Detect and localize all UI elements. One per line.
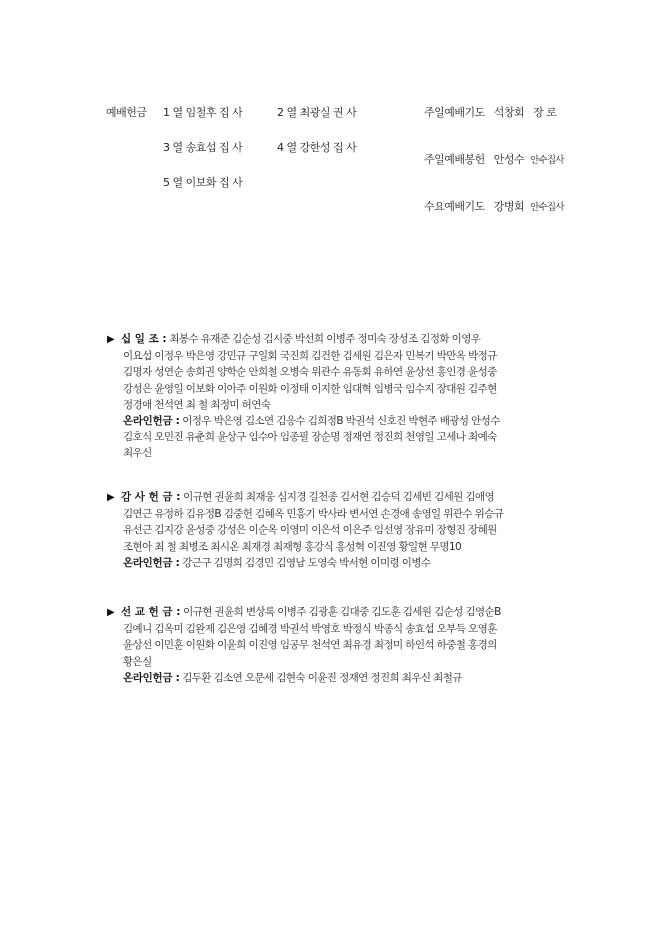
bullet-arrow-icon: ▶ (107, 334, 115, 345)
online-line-1 (107, 555, 577, 571)
missions-section (107, 604, 577, 686)
prayer-role-position: 안수집사 (530, 155, 564, 166)
online-label: 온라인헌금 : (123, 671, 180, 684)
online-line-1 (107, 670, 577, 686)
usher-row-2-col-1: 3 열 송효섭 집 사 (163, 141, 243, 154)
names-line: 김호식 오민진 유춘희 윤상구 임수아 임종필 장순명 정재연 정진희 천영일 고세나 최예숙 (123, 431, 497, 444)
names-text: 강근구 김명희 김경민 김영남 도영숙 박서현 이미령 이병수 (182, 556, 431, 569)
bullet-arrow-icon: ▶ (107, 607, 115, 618)
prayer-role-position: 장 로 (533, 106, 557, 119)
names-line: 강성은 윤영일 이보화 이아주 이원화 이정태 이지한 임대혁 임병국 임수지 장대원 김주현 (123, 382, 497, 395)
usher-row-2-col-2: 4 열 강한성 집 사 (277, 141, 357, 154)
prayer-role-title: 주일예배기도 (424, 106, 485, 119)
names-line: 이요섭 이정우 박은영 강민규 구일회 국진희 김건한 김세원 김은자 민복기 박만옥 박정규 (123, 350, 497, 363)
names-line: 윤상선 이민훈 이원화 이윤희 이진영 임공무 천석연 최유경 최정미 하인석 하중철 홍경의 (123, 639, 497, 652)
names-line: 최우신 (123, 447, 152, 460)
prayer-role-position: 안수집사 (530, 202, 564, 213)
tithe-label: 십 일 조 : (121, 333, 167, 345)
missions-label: 선 교 헌 금 : (121, 606, 181, 618)
prayer-role-2 (424, 151, 564, 167)
tithe-section (107, 331, 577, 462)
usher-row-3-col-1: 5 열 이보화 집 사 (163, 176, 243, 189)
names-text: 김두환 김소연 오문세 김현숙 이윤진 정재연 정진희 최우신 최철규 (182, 671, 462, 684)
prayer-role-name: 안성수 (493, 153, 525, 166)
prayer-role-1 (424, 104, 556, 120)
names-line: 정경애 천석연 최 철 최정미 허연숙 (123, 398, 271, 411)
names-line: 김연근 유정하 김유정B 김중헌 김혜옥 민흥기 박사라 변서연 손경애 송영일 위관수 위승규 (123, 508, 504, 521)
prayer-role-name: 강병회 (493, 200, 525, 213)
names-text: 이정우 박은영 김소연 김응수 김희정B 박권석 신호진 박현주 배광성 안성수 (182, 415, 500, 428)
prayer-role-3 (424, 198, 564, 214)
names-line: 유선근 김지강 윤성중 강성은 이순옥 이영미 이은석 이은주 임선영 장유미 장형진 장혜원 (123, 524, 497, 537)
online-label: 온라인헌금 : (123, 415, 180, 428)
names-text: 이규현 권윤희 최재웅 심지경 길천종 김서현 김승덕 김세빈 김세원 김애영 (183, 491, 495, 503)
prayer-role-name: 석창회 (493, 106, 525, 119)
thanksgiving-label: 감 사 헌 금 : (121, 491, 181, 503)
names-line: 조현아 최 철 최병조 최시온 최재경 최재형 홍강식 홍성혁 이진영 황일현 무명10 (123, 540, 462, 553)
names-line: 김명자 성연순 송희권 양학순 안희철 오병숙 위관수 유동회 유하연 윤상선 홍인경 윤성중 (123, 366, 497, 379)
bullet-arrow-icon: ▶ (107, 492, 115, 503)
names-text: 최봉수 유재준 김순성 김시중 박선희 이병주 정미숙 장성조 김정화 이영우 (169, 333, 481, 345)
online-line-1 (107, 413, 577, 429)
names-line: 황은실 (123, 655, 152, 668)
prayer-role-title: 수요예배기도 (424, 200, 485, 213)
thanks-line-1 (107, 489, 577, 506)
offering-usher-label: 예배헌금 (106, 106, 147, 119)
missions-line-1 (107, 604, 577, 621)
usher-row-1-col-2: 2 열 최광실 권 사 (277, 106, 357, 119)
online-label: 온라인헌금 : (123, 556, 180, 569)
names-text: 이규현 권윤희 변상록 이병주 김광훈 김대중 김도훈 김세원 김순성 김영순B (183, 606, 501, 618)
names-line: 김예니 김옥미 김완제 김은영 김혜경 박권석 박영호 박정식 박종식 송효섭 오부득 오영훈 (123, 623, 497, 636)
tithe-line-1 (107, 331, 577, 348)
thanksgiving-section (107, 489, 577, 571)
usher-row-1-col-1: 1 열 임철후 집 사 (163, 106, 243, 119)
prayer-role-title: 주일예배봉헌 (424, 153, 485, 166)
